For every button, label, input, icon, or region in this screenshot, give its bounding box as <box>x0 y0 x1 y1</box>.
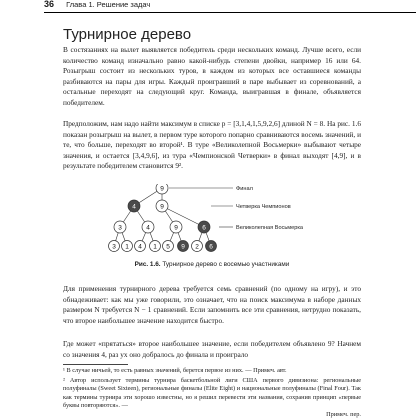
footnote-rule <box>63 364 128 365</box>
page-number: 36 <box>44 0 55 9</box>
tree-connectors <box>114 188 233 246</box>
svg-text:1: 1 <box>125 243 129 251</box>
leaf-node <box>206 241 217 252</box>
svg-text:4: 4 <box>138 243 142 251</box>
leaf-node <box>178 241 189 252</box>
eight-node <box>198 221 210 233</box>
svg-text:1: 1 <box>153 243 157 251</box>
leaf-node <box>163 241 174 252</box>
svg-text:6: 6 <box>209 243 213 251</box>
svg-text:3: 3 <box>118 224 122 232</box>
svg-text:5: 5 <box>166 243 170 251</box>
svg-text:2: 2 <box>195 243 199 251</box>
figure-caption <box>63 261 361 268</box>
leaf-node <box>109 241 120 252</box>
round-label-four: Четверка Чемпионов <box>236 204 291 210</box>
caption-text: Турнирное дерево с восемью участниками <box>162 261 290 268</box>
svg-text:3: 3 <box>112 243 116 251</box>
tournament-tree-diagram <box>63 184 361 258</box>
paragraph-2: Предположим, нам надо найти максимум в списке p = [3,1,4,1,5,9,2,6] длиной N = 8. На рис. 1.6 показан розыгрыш на вылет, в первом туре которого попарно сравниваются восемь значений, и те, что больше, переходят во второй¹. В турe «Великолепной Восьмерки» выбывают четыре значения, и остается [3,4,9,6], из тура «Чемпионской Четверки» в финал выходят [4,9], и в результате победителем становится 9². <box>63 119 361 171</box>
leaf-node <box>150 241 161 252</box>
svg-text:4: 4 <box>132 203 136 211</box>
svg-text:6: 6 <box>202 224 206 232</box>
svg-text:9: 9 <box>160 203 164 211</box>
footnote-1: ¹ В случае ничьей, то есть равных значений, берется первое из них. — Примеч. авт. <box>63 367 287 374</box>
caption-label: Рис. 1.6. <box>134 261 161 268</box>
leaf-node <box>135 241 146 252</box>
running-header <box>44 0 416 13</box>
footnote-2: ² Автор использует термины турнира баскетбольной лиги США первого дивизиона: региональные полуфиналы (Sweet Sixteen), региональные финалы (Elite Eight) и национальные полуфиналы (Final Four). Так как термины турнира эти хорошо известны, но я решил перевести эти названия, сохранив принцип «первые буквы повторяются». — <box>63 377 361 410</box>
eight-node <box>142 221 154 233</box>
section-title: Турнирное дерево <box>63 26 192 43</box>
svg-text:9: 9 <box>174 224 178 232</box>
svg-text:9: 9 <box>181 243 185 251</box>
eight-node <box>170 221 182 233</box>
round-label-final: Финал <box>236 186 253 192</box>
round-label-eight: Великолепная Восьмерка <box>236 225 304 231</box>
four-node <box>156 200 168 212</box>
four-node <box>128 200 140 212</box>
paragraph-3: Для применения турнирного дерева требуется семь сравнений (по одному на игру), и это обнадеживает: как мы уже говорили, это означает, что на поиск максимума в наборе данных размером N требуется N − 1 сравнений. Если запомнить все эти сравнения, нетрудно показать, что второе наибольшее значение находится быстро. <box>63 284 361 325</box>
eight-node <box>114 221 126 233</box>
svg-text:4: 4 <box>146 224 150 232</box>
paragraph-4: Где может «прятаться» второе наибольшее значение, если победителем объявлено 9? Начнем со значения 4, раз ух оно добралось до финала и проиграло <box>63 339 361 359</box>
chapter-title: Глава 1. Решение задач <box>66 0 151 9</box>
final-node <box>156 184 168 194</box>
svg-text:9: 9 <box>160 185 164 193</box>
footnote-2-end: Примеч. пер. <box>326 411 361 418</box>
leaf-node <box>122 241 133 252</box>
paragraph-1: В состязаниях на вылет выявляется победитель среди нескольких команд. Лучше всего, если количество команд изначально равно какой-нибудь степени двойки, например 16 или 64. Розыгрыш состоит из нескольких туров, в каждом из которых все оставшиеся команды разбиваются на пары для игры. Каждый проигравший в паре выбывает из соревнований, а остальные переходят на следующий круг. Команда, выигравшая в финале, объявляется победителем. <box>63 45 361 107</box>
leaf-node <box>192 241 203 252</box>
